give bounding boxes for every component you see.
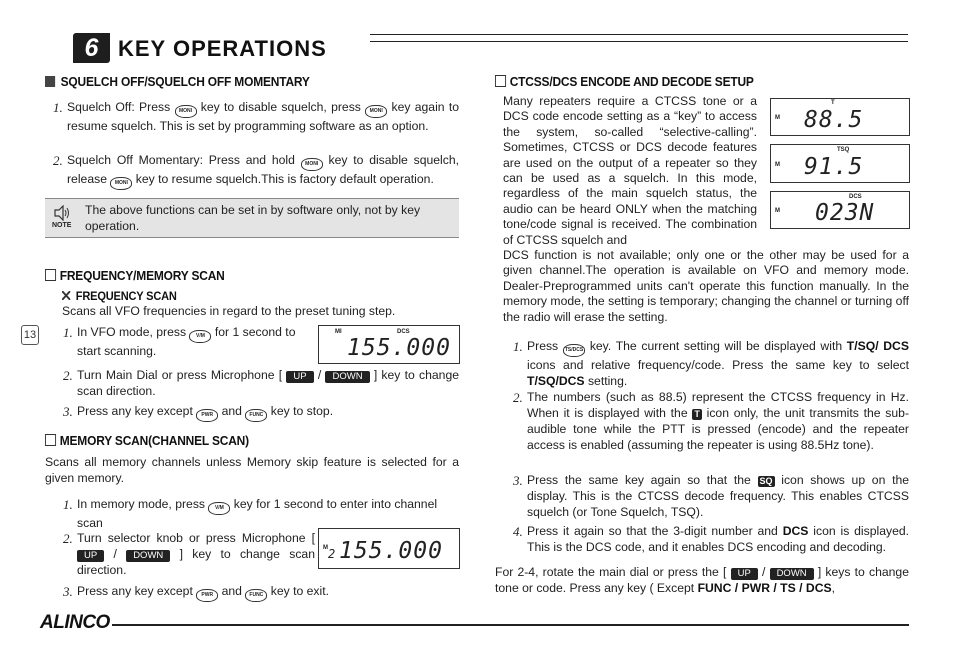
squelch-heading-text: SQUELCH OFF/SQUELCH OFF MOMENTARY bbox=[60, 74, 310, 89]
list-number: 1. bbox=[63, 325, 73, 340]
moni-key-icon: MONI bbox=[301, 158, 323, 171]
lcd-dcs-label: DCS bbox=[397, 329, 410, 335]
mem-scan-heading-text: MEMORY SCAN(CHANNEL SCAN) bbox=[59, 433, 249, 448]
pwr-key-icon: PWR bbox=[196, 589, 218, 602]
list-number: 3. bbox=[63, 404, 73, 419]
note-box bbox=[45, 198, 459, 238]
heading-bullet bbox=[495, 75, 506, 87]
lcd-mi-label: MI bbox=[335, 329, 342, 335]
lcd-digits: 155.000 bbox=[347, 335, 451, 361]
header-rule bbox=[370, 34, 908, 42]
func-key-icon: FUNC bbox=[245, 589, 267, 602]
freq-item-1: In VFO mode, press V/M for 1 second to start scanning. bbox=[77, 325, 296, 358]
heading-bullet bbox=[45, 434, 56, 446]
heading-bullet bbox=[45, 269, 56, 281]
list-number: 2. bbox=[513, 390, 523, 405]
down-key-icon: DOWN bbox=[325, 371, 369, 383]
list-number: 3. bbox=[513, 473, 523, 488]
squelch-item-2: Squelch Off Momentary: Press and hold MONI key to disable squelch, release MONI key to resume squelch.This is factory default operation. bbox=[67, 152, 459, 190]
vm-key-icon: V/M bbox=[189, 330, 211, 343]
freq-mem-heading bbox=[45, 268, 225, 284]
lcd-display-tsq bbox=[770, 144, 910, 183]
list-number: 2. bbox=[63, 368, 73, 383]
freq-scan-subheading-text: FREQUENCY SCAN bbox=[75, 289, 177, 303]
lcd-digits: 91.5 bbox=[804, 154, 864, 180]
ctcss-heading-text: CTCSS/DCS ENCODE AND DECODE SETUP bbox=[509, 74, 754, 89]
lcd-m-label: M bbox=[323, 545, 328, 551]
func-key-icon: FUNC bbox=[245, 409, 267, 422]
note-text: The above functions can be set in by software only, not by key operation. bbox=[85, 203, 421, 233]
ctcss-heading bbox=[495, 74, 754, 90]
mem-item-2: Turn selector knob or press Microphone [ UP / DOWN ] key to change scan direction. bbox=[77, 531, 315, 577]
ctcss-intro-wide: DCS function is not available; only one or the other may be used for a given channel.The operation is available on VFO and memory mode. Dealer-Preprogrammed units can't operate this function manually. In the memory mode, the setting is temporary; changing the channel or turning off the radio will erase the setting. bbox=[503, 248, 909, 324]
lcd-display-tone bbox=[770, 98, 910, 136]
up-key-icon: UP bbox=[286, 371, 313, 383]
ctcss-item-1: Press TS/DCS key. The current setting will be displayed with T/SQ/ DCS icons and relative frequency/code. Press the same key to select T/SQ/DCS setting. bbox=[527, 339, 909, 388]
squelch-item-1: Squelch Off: Press MONI key to disable squelch, press MONI key again to resume squelch. This is set by programming software as an option. bbox=[67, 100, 460, 133]
chapter-number: 6 bbox=[73, 33, 110, 63]
freq-item-3: Press any key except PWR and FUNC key to stop. bbox=[77, 403, 459, 422]
ctcss-intro-narrow: Many repeaters require a CTCSS tone or a DCS code encode setting as a “key” to access the system, so-called “selective-calling”. Sometimes, CTCSS or DCS decode features are used on the output of a repeater so they can be used as a squelch. In this mode, regardless of the main squelch status, the audio can be heard ONLY when the matching tone/code signal is received. The combination of CTCSS squelch and bbox=[503, 94, 757, 247]
lcd-display-dcs bbox=[770, 191, 910, 229]
chapter-title: KEY OPERATIONS bbox=[118, 36, 327, 61]
list-number: 2. bbox=[63, 531, 73, 546]
mem-item-3: Press any key except PWR and FUNC key to exit. bbox=[77, 583, 459, 602]
lcd-tsq-icon: TSQ bbox=[837, 147, 850, 153]
lcd-dcs-icon: DCS bbox=[849, 194, 862, 200]
footer-rule bbox=[112, 624, 909, 626]
lcd-display-mem-scan bbox=[318, 528, 460, 569]
ctcss-item-4: Press it again so that the 3-digit number and DCS icon is displayed. This is the DCS code, and it enables DCS encoding and decoding. bbox=[527, 524, 910, 554]
lcd-channel: 2 bbox=[328, 547, 336, 561]
list-number: 3. bbox=[63, 584, 73, 599]
mem-scan-desc: Scans all memory channels unless Memory skip feature is selected for a given memory. bbox=[45, 455, 459, 485]
page-number: 13 bbox=[21, 325, 39, 345]
mem-item-1: In memory mode, press V/M key for 1 second to enter into channel scan bbox=[77, 497, 438, 530]
note-label: NOTE bbox=[52, 222, 72, 229]
vm-key-icon: V/M bbox=[208, 502, 230, 515]
pwr-key-icon: PWR bbox=[196, 409, 218, 422]
lcd-display-freq-scan bbox=[318, 325, 460, 364]
brand-logo: ALINCO bbox=[40, 612, 110, 633]
list-number: 1. bbox=[513, 339, 523, 354]
list-number: 4. bbox=[513, 524, 523, 539]
lcd-digits: 023N bbox=[815, 200, 875, 226]
freq-scan-subheading bbox=[62, 288, 177, 304]
squelch-heading bbox=[45, 74, 310, 90]
ctcss-item-2: The numbers (such as 88.5) represent the CTCSS frequency in Hz. When it is displayed with the T icon only, the unit transmits the sub-audible tone while the PTT is pressed (encode) and the repeater access is enabled (assuming the repeater is using 88.5Hz tone). bbox=[527, 390, 909, 452]
up-key-icon: UP bbox=[77, 550, 104, 562]
lcd-t-icon: T bbox=[831, 100, 835, 106]
mem-scan-heading bbox=[45, 433, 249, 449]
down-key-icon: DOWN bbox=[126, 550, 170, 562]
lcd-m-label: M bbox=[775, 162, 780, 168]
moni-key-icon: MONI bbox=[175, 105, 197, 118]
moni-key-icon: MONI bbox=[365, 105, 387, 118]
lcd-digits: 88.5 bbox=[804, 107, 864, 133]
lcd-m-label: M bbox=[775, 208, 780, 214]
freq-scan-desc: Scans all VFO frequencies in regard to the preset tuning step. bbox=[62, 304, 396, 318]
lcd-digits: 155.000 bbox=[339, 538, 443, 564]
list-number: 1. bbox=[53, 100, 63, 115]
sub-bullet-icon bbox=[62, 288, 70, 297]
t-icon: T bbox=[694, 409, 700, 419]
list-number: 1. bbox=[63, 497, 73, 512]
list-number: 2. bbox=[53, 153, 63, 168]
moni-key-icon: MONI bbox=[110, 177, 132, 190]
heading-bullet bbox=[45, 76, 55, 87]
freq-mem-heading-text: FREQUENCY/MEMORY SCAN bbox=[59, 268, 225, 283]
ctcss-footer: For 2-4, rotate the main dial or press the [ UP / DOWN ] keys to change tone or code. Press any key ( Except FUNC / PWR / TS / DCS, bbox=[495, 565, 909, 595]
ctcss-item-3: Press the same key again so that the SQ icon shows up on the display. This is the CTCSS decode frequency. This enables CTCSS squelch (or Tone Squelch, TSQ). bbox=[527, 473, 910, 519]
sq-icon: SQ bbox=[759, 476, 773, 486]
down-key-icon: DOWN bbox=[770, 568, 814, 580]
lcd-m-label: M bbox=[775, 115, 780, 121]
speaker-note-icon bbox=[53, 205, 71, 221]
tsdcs-key-icon: TS/DCS bbox=[563, 344, 585, 357]
freq-item-2: Turn Main Dial or press Microphone [ UP / DOWN ] key to change scan direction. bbox=[77, 368, 460, 398]
up-key-icon: UP bbox=[731, 568, 758, 580]
dcs-icon: DCS bbox=[782, 524, 809, 538]
